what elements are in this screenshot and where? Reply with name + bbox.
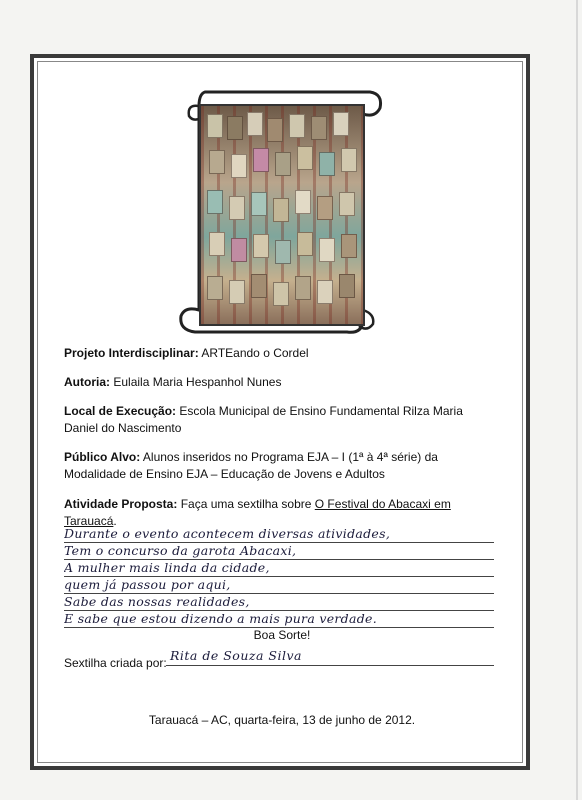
poem-line: Tem o concurso da garota Abacaxi, (64, 543, 494, 560)
audience-line (64, 449, 500, 483)
audience-value: Alunos inseridos no Programa EJA – I (1ª à 4ª série) da Modalidade de Ensino EJA – Educação de Jovens e Adultos (64, 450, 438, 481)
project-value: ARTEando o Cordel (201, 346, 309, 360)
activity-prefix: Faça uma sextilha sobre (180, 497, 315, 511)
signature-value: Rita de Souza Silva (170, 648, 302, 663)
activity-label: Atividade Proposta: (64, 497, 178, 511)
activity-suffix: . (113, 514, 117, 528)
author-label: Autoria: (64, 375, 110, 389)
poem-line: Sabe das nossas realidades, (64, 594, 494, 611)
cordel-booklets-photo (199, 104, 365, 326)
poem-line: E sabe que estou dizendo a mais pura verdade. (64, 611, 494, 628)
author-line (64, 374, 500, 391)
cordel-scroll-illustration (175, 84, 385, 336)
poem-line: A mulher mais linda da cidade, (64, 560, 494, 577)
activity-line (64, 496, 500, 530)
page-edge (576, 0, 578, 800)
signature-line (166, 665, 494, 666)
activity-topic: O Festival do Abacaxi em Tarauacá (64, 497, 451, 528)
audience-label: Público Alvo: (64, 450, 141, 464)
location-label: Local de Execução: (64, 404, 177, 418)
signature-label: Sextilha criada por: (64, 656, 167, 670)
project-line (64, 345, 500, 362)
poem-line: quem já passou por aqui, (64, 577, 494, 594)
author-value: Eulaila Maria Hespanhol Nunes (113, 375, 282, 389)
footer-date: Tarauacá – AC, quarta-feira, 13 de junho de 2012. (148, 713, 416, 727)
poem-line: Durante o evento acontecem diversas atividades, (64, 526, 494, 543)
good-luck-text: Boa Sorte! (253, 628, 311, 642)
location-line (64, 403, 500, 437)
project-label: Projeto Interdisciplinar: (64, 346, 199, 360)
location-value: Escola Municipal de Ensino Fundamental Rilza Maria Daniel do Nascimento (64, 404, 463, 435)
